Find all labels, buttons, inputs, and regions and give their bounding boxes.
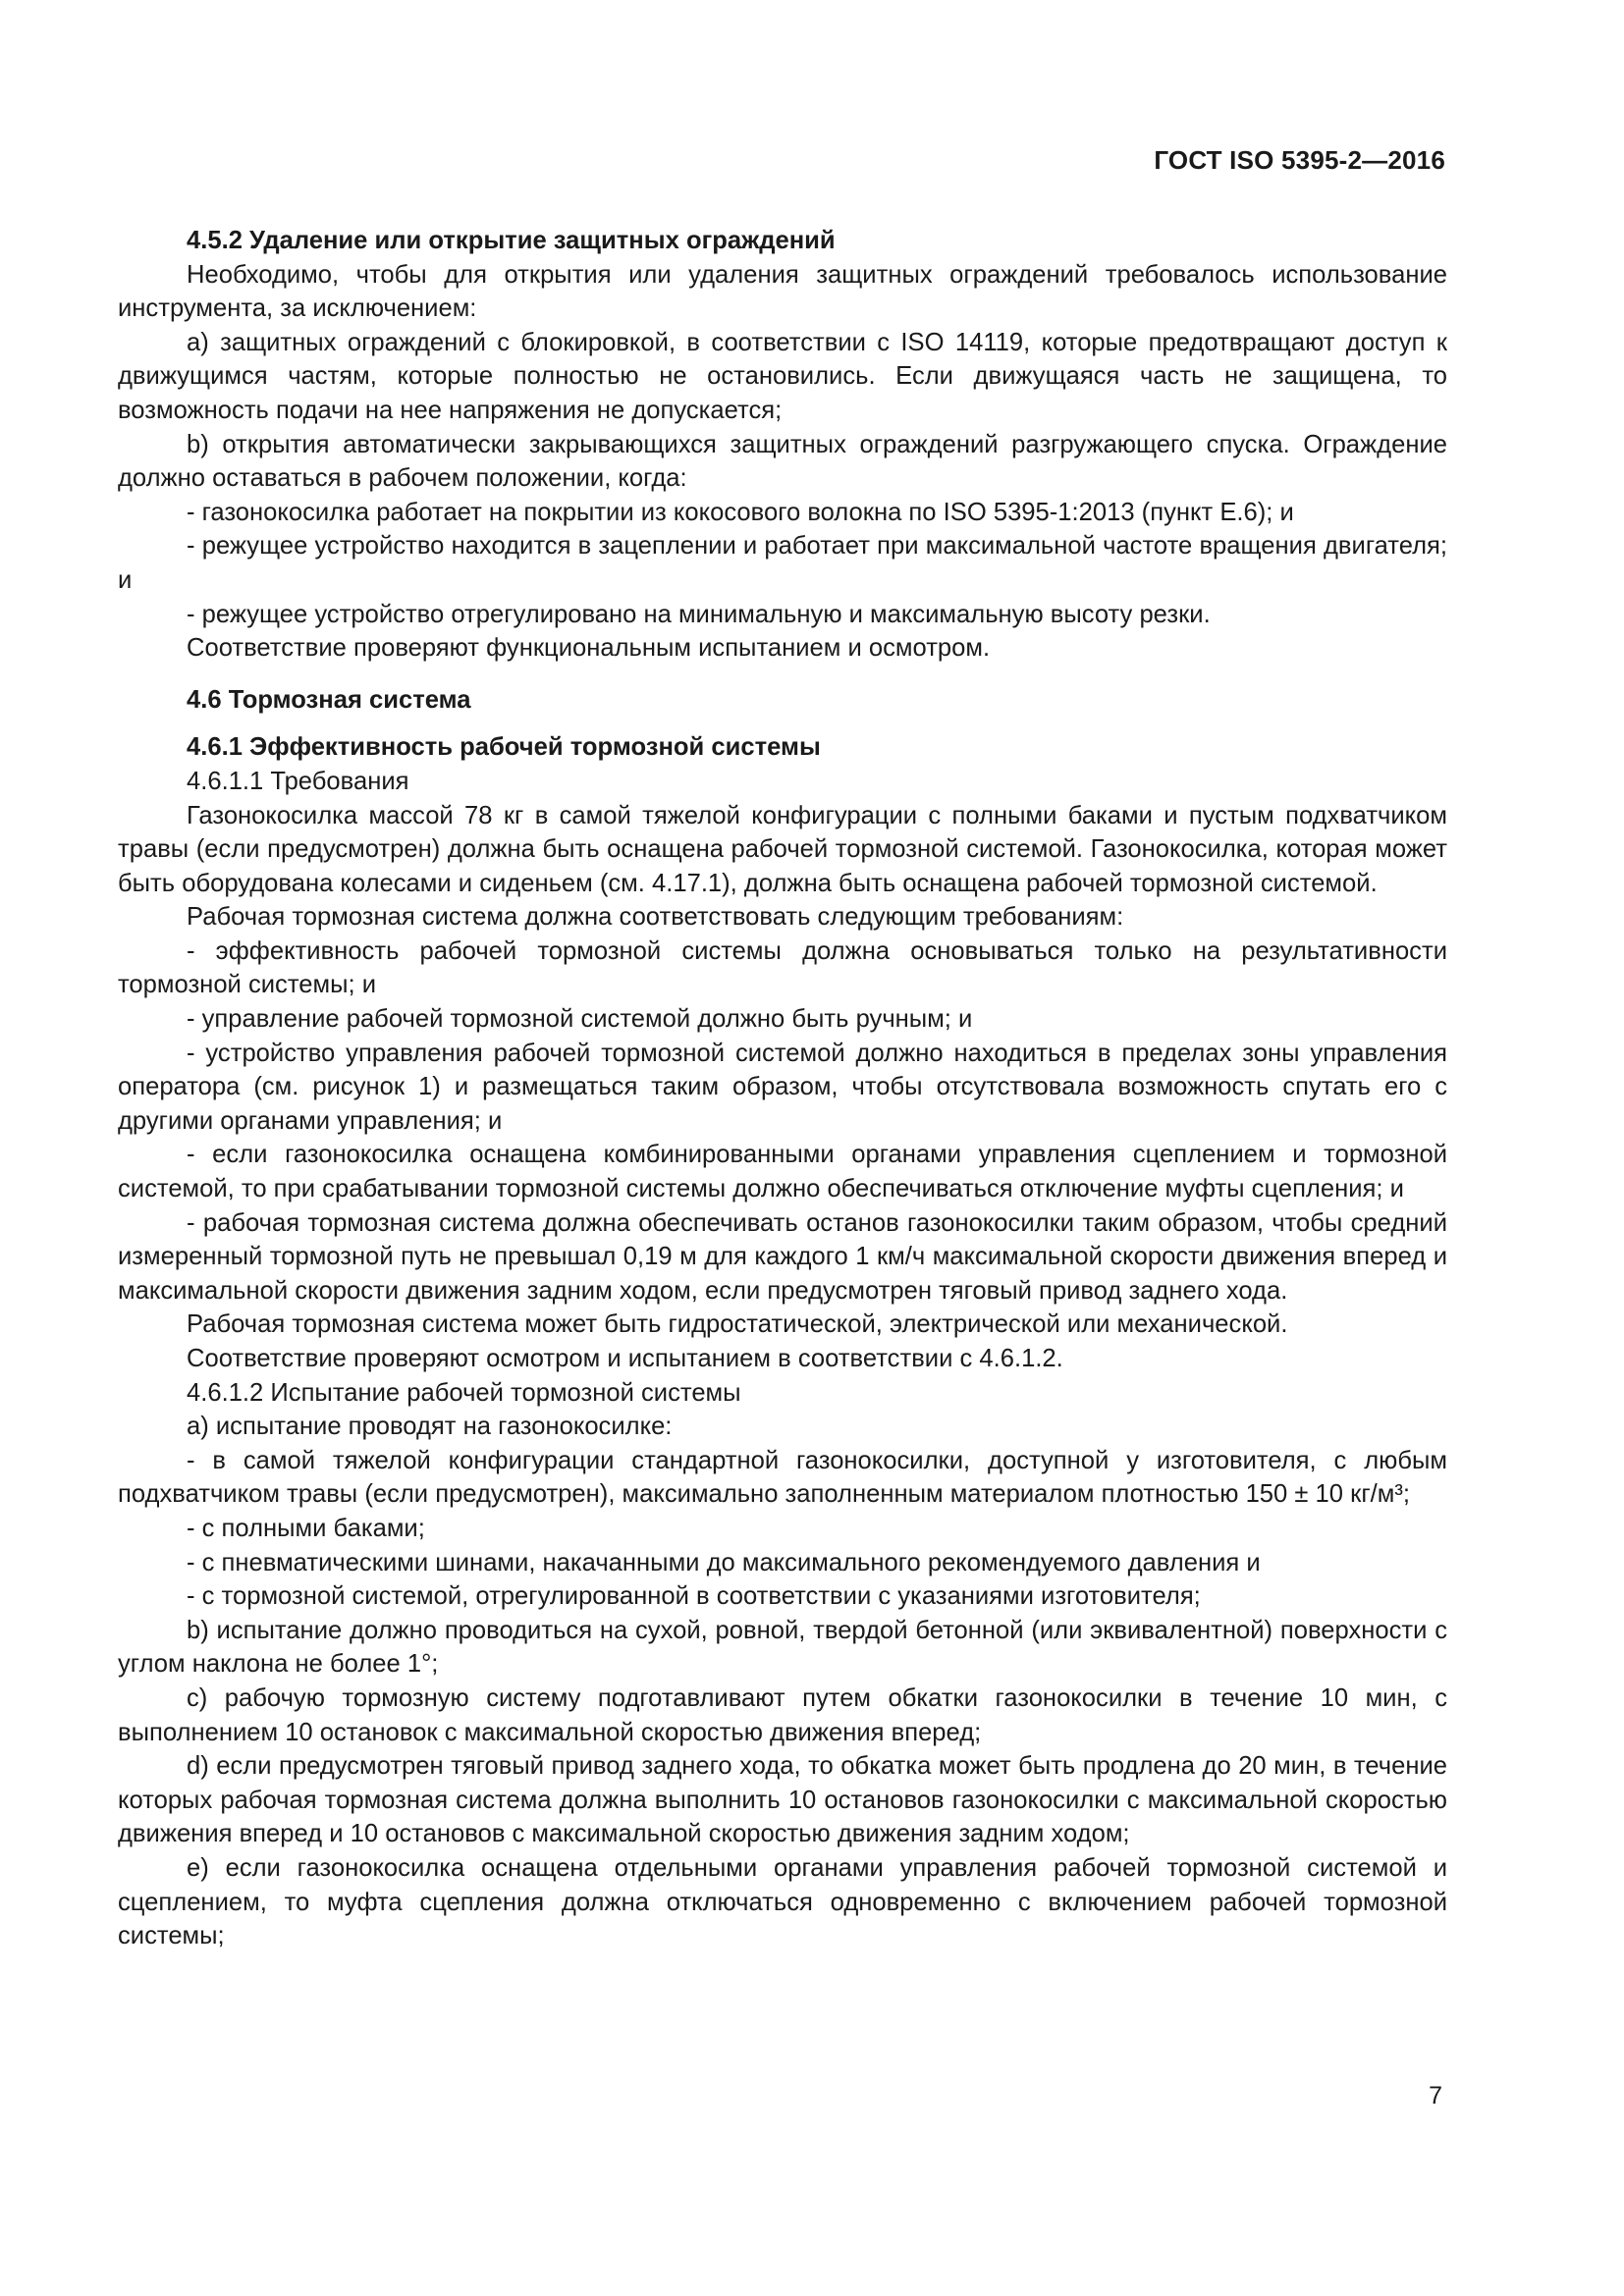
paragraph: Соответствие проверяют осмотром и испытанием в соответствии с 4.6.1.2. (187, 1345, 1063, 1372)
section-heading-4-5-2: 4.5.2 Удаление или открытие защитных ограждений (187, 227, 836, 254)
bullet-item: - с тормозной системой, отрегулированной в соответствии с указаниями изготовителя; (187, 1582, 1201, 1611)
list-item-c: с) рабочую тормозную систему подготавливают путем обкатки газонокосилки в течение 10 мин, с выполнением 10 остановок с максимальной скоростью движения вперед; (118, 1683, 1447, 1746)
paragraph: Рабочая тормозная система может быть гидростатической, электрической или механической. (187, 1310, 1288, 1339)
document-body (118, 224, 1447, 1953)
paragraph: Соответствие проверяют функциональным испытанием и осмотром. (187, 634, 991, 663)
bullet-item: - устройство управления рабочей тормозной системой должно находиться в пределах зоны управления оператора (см. рисунок 1) и размещаться таким образом, чтобы отсутствовала возможность спутать его с другими органами управления; и (118, 1039, 1447, 1135)
list-item-d: d) если предусмотрен тяговый привод заднего хода, то обкатка может быть продлена до 20 мин, в течение которых рабочая тормозная система должна выполнить 10 остановов газонокосилки с максимальной скоростью движения вперед и 10 остановов с максимальной скоростью движения задним ходом; (118, 1752, 1447, 1848)
paragraph: Необходимо, чтобы для открытия или удаления защитных ограждений требовалось использование инструмента, за исключением: (118, 260, 1447, 323)
section-heading-4-6: 4.6 Тормозная система (187, 685, 471, 714)
bullet-item: - эффективность рабочей тормозной системы должна основываться только на результативности тормозной системы; и (118, 936, 1447, 999)
bullet-item: - управление рабочей тормозной системой должно быть ручным; и (187, 1005, 973, 1034)
bullet-item: - режущее устройство отрегулировано на минимальную и максимальную высоту резки. (187, 600, 1211, 628)
bullet-item: - если газонокосилка оснащена комбинированными органами управления сцеплением и тормозной системой, то при срабатывании тормозной системы должно обеспечиваться отключение муфты сцепления; и (118, 1141, 1447, 1203)
subsection-title-4-6-1-2: 4.6.1.2 Испытание рабочей тормозной системы (187, 1378, 741, 1407)
bullet-item: - газонокосилка работает на покрытии из кокосового волокна по ISO 5395-1:2013 (пункт Е.6); и (187, 498, 1294, 526)
list-item-a: а) защитных ограждений с блокировкой, в соответствии с ISO 14119, которые предотвращают доступ к движущимся частям, которые полностью не остановились. Если движущаяся часть не защищена, то возможность подачи на нее напряжения не допускается; (118, 328, 1447, 424)
paragraph: Рабочая тормозная система должна соответствовать следующим требованиям: (187, 903, 1124, 932)
list-item-e: е) если газонокосилка оснащена отдельными органами управления рабочей тормозной системой и сцеплением, то муфта сцепления должна отключаться одновременно с включением рабочей тормозной системы; (118, 1853, 1447, 1950)
subsection-title-4-6-1-1: 4.6.1.1 Требования (187, 767, 409, 795)
bullet-item: - рабочая тормозная система должна обеспечивать останов газонокосилки таким образом, чтобы средний измеренный тормозной путь не превышал 0,19 м для каждого 1 км/ч максимальной скорости движения вперед и максимальной скорости движения задним ходом, если предусмотрен тяговый привод заднего хода. (118, 1208, 1447, 1305)
bullet-item: - с пневматическими шинами, накачанными до максимального рекомендуемого давления и (187, 1548, 1261, 1576)
section-heading-4-6-1: 4.6.1 Эффективность рабочей тормозной системы (187, 733, 821, 762)
paragraph: Газонокосилка массой 78 кг в самой тяжелой конфигурации с полными баками и пустым подхватчиком травы (если предусмотрен) должна быть оснащена рабочей тормозной системой. Газонокосилка, которая может быть оборудована колесами и сиденьем (см. 4.17.1), должна быть оснащена рабочей тормозной системой. (118, 801, 1447, 897)
list-item-a: а) испытание проводят на газонокосилке: (187, 1413, 673, 1441)
bullet-item: - с полными баками; (187, 1514, 425, 1542)
page-number: 7 (1429, 2082, 1442, 2109)
bullet-item: - в самой тяжелой конфигурации стандартной газонокосилки, доступной у изготовителя, с любым подхватчиком травы (если предусмотрен), максимально заполненным материалом плотностью 150 ± 10 кг/м³; (118, 1446, 1447, 1509)
list-item-b: b) открытия автоматически закрывающихся защитных ограждений разгружающего спуска. Ограждение должно оставаться в рабочем положении, когда: (118, 430, 1447, 493)
bullet-item: - режущее устройство находится в зацеплении и работает при максимальной частоте вращения двигателя; и (118, 532, 1447, 594)
document-code-header: ГОСТ ISO 5395-2—2016 (1154, 145, 1445, 175)
list-item-b: b) испытание должно проводиться на сухой, ровной, твердой бетонной (или эквивалентной) поверхности с углом наклона не более 1°; (118, 1616, 1447, 1679)
